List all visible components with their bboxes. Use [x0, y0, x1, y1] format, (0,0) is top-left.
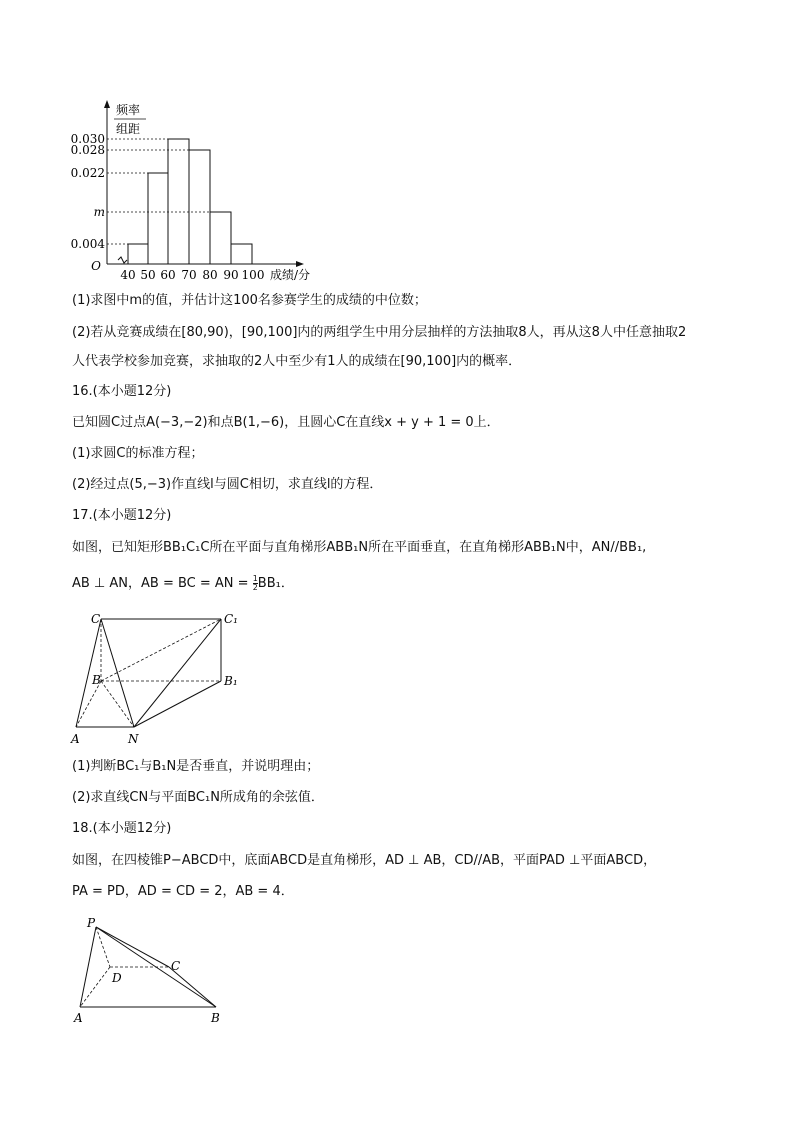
one-half-fraction: $\frac{1}{2}$ — [252, 574, 258, 592]
q16-part2: (2)经过点(5,−3)作直线l与圆C相切，求直线l的方程． — [72, 477, 383, 492]
label-B1: B₁ — [224, 674, 238, 688]
x-axis-label: 成绩/分 — [270, 268, 311, 282]
y-label-bottom: 组距 — [116, 122, 141, 136]
origin-label: O — [91, 259, 101, 273]
x-tick-90: 90 — [223, 268, 239, 282]
label-C: C — [171, 959, 181, 973]
q18-stem-line1: 如图，在四棱锥P−ABCD中，底面ABCD是直角梯形，AD ⊥ AB，CD//AB，平面PAD ⊥平面ABCD， — [72, 853, 657, 868]
q17-header: 17.(本小题12分) — [72, 508, 172, 523]
label-D: D — [112, 971, 122, 985]
q15-part1: (1)求图中m的值，并估计这100名参赛学生的成绩的中位数； — [72, 293, 427, 308]
y-tick-m: m — [93, 205, 105, 219]
q16-stem: 已知圆C过点A(−3,−2)和点B(1,−6)，且圆心C在直线x + y + 1 = 0上． — [72, 415, 500, 430]
q17-stem-line2-a: AB ⊥ AN，AB = BC = AN = — [72, 576, 253, 591]
y-tick-0022: 0.022 — [70, 166, 105, 180]
q17-part1: (1)判断BC₁与B₁N是否垂直，并说明理由； — [72, 759, 320, 774]
q17-stem-line1: 如图，已知矩形BB₁C₁C所在平面与直角梯形ABB₁N所在平面垂直，在直角梯形ABB₁N中，AN//BB₁, — [72, 540, 647, 555]
bar-70-80 — [189, 150, 210, 264]
y-label-top: 频率 — [116, 103, 141, 117]
label-A: A — [71, 732, 80, 746]
q17-figure — [66, 605, 256, 750]
q16-part1: (1)求圆C的标准方程； — [72, 446, 204, 461]
y-axis-arrow — [104, 100, 110, 108]
q18-stem-line2: PA = PD，AD = CD = 2，AB = 4． — [72, 884, 294, 899]
y-tick-0030: 0.030 — [70, 132, 105, 146]
label-N: N — [128, 732, 139, 746]
label-A: A — [74, 1011, 83, 1025]
frequency-histogram — [60, 92, 360, 282]
q15-part2-line2: 人代表学校参加竞赛，求抽取的2人中至少有1人的成绩在[90,100]内的概率． — [72, 354, 522, 369]
label-B: B — [211, 1011, 220, 1025]
bar-40-50 — [128, 244, 148, 264]
q18-header: 18.(本小题12分) — [72, 821, 172, 836]
q17-stem-line2-b: BB₁． — [257, 576, 294, 591]
x-tick-50: 50 — [140, 268, 156, 282]
x-tick-60: 60 — [160, 268, 176, 282]
bar-90-100 — [231, 244, 252, 264]
bar-80-90 — [210, 212, 231, 264]
x-tick-80: 80 — [202, 268, 218, 282]
label-B: B — [92, 673, 101, 687]
label-C: C — [91, 612, 101, 626]
x-tick-40: 40 — [120, 268, 136, 282]
label-C1: C₁ — [224, 612, 238, 626]
x-tick-70: 70 — [181, 268, 197, 282]
q17-stem-line2 — [72, 574, 294, 594]
y-tick-0004: 0.004 — [70, 237, 105, 251]
x-tick-100: 100 — [241, 268, 265, 282]
q15-part2-line1: (2)若从竞赛成绩在[80,90)，[90,100]内的两组学生中用分层抽样的方法抽取8人，再从这8人中任意抽取2 — [72, 325, 687, 340]
label-P: P — [87, 916, 96, 930]
q17-part2: (2)求直线CN与平面BC₁N所成角的余弦值． — [72, 790, 324, 805]
q16-header: 16.(本小题12分) — [72, 384, 172, 399]
bar-50-60 — [148, 173, 168, 264]
axis-break — [118, 257, 127, 263]
bar-60-70 — [168, 139, 189, 264]
y-tick-0028: 0.028 — [70, 143, 105, 157]
x-axis-arrow — [296, 261, 304, 267]
q18-figure — [66, 910, 246, 1030]
